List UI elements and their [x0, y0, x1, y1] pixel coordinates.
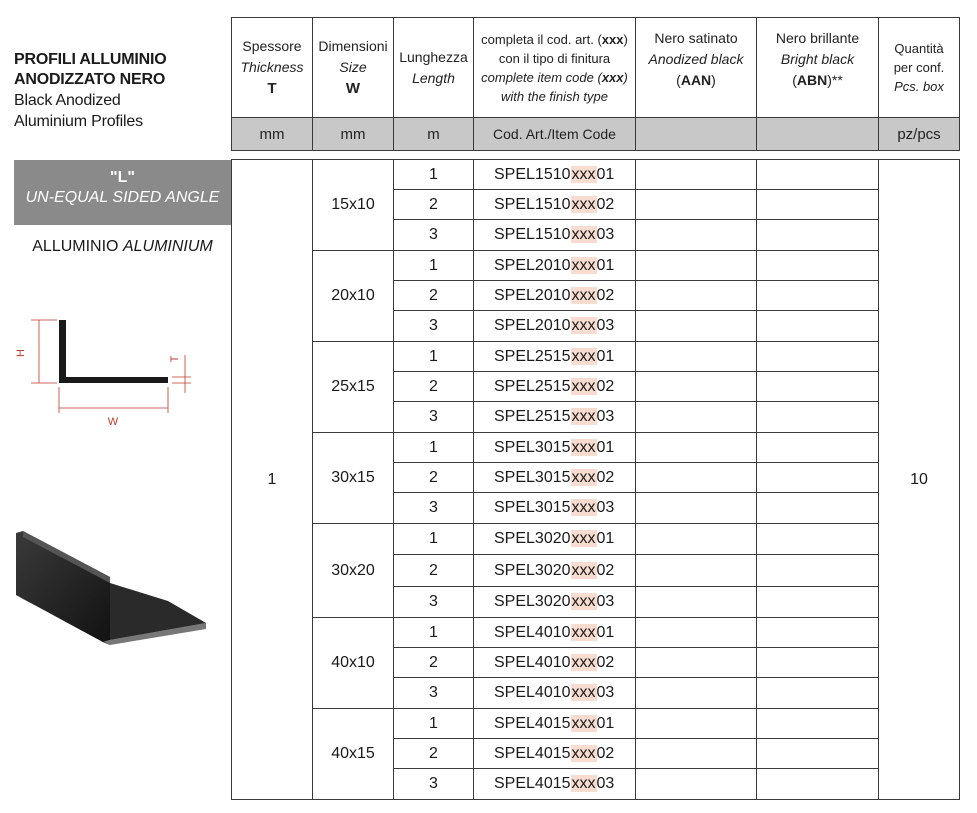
- table-row: [232, 251, 960, 281]
- cell-item-code: SPEL2010xxx02: [474, 281, 636, 311]
- cell-abn: [757, 709, 879, 739]
- cell-size: 40x15: [313, 709, 394, 800]
- finish-placeholder: xxx: [571, 499, 596, 516]
- cell-aan: [636, 524, 757, 555]
- cell-abn: [757, 648, 879, 678]
- material-en: ALUMINIUM: [122, 238, 213, 255]
- table-row: [232, 709, 960, 739]
- unit-aan: [636, 118, 757, 151]
- cell-aan: [636, 555, 757, 587]
- cell-length: 3: [394, 587, 474, 618]
- cell-aan: [636, 648, 757, 678]
- cell-quantity: 10: [879, 160, 960, 800]
- cell-item-code: SPEL1510xxx03: [474, 220, 636, 251]
- cell-aan: [636, 220, 757, 251]
- cell-size: 25x15: [313, 342, 394, 433]
- cell-abn: [757, 555, 879, 587]
- cell-length: 1: [394, 524, 474, 555]
- finish-placeholder: xxx: [571, 561, 596, 579]
- dim-label-w: W: [107, 416, 119, 428]
- cell-abn: [757, 678, 879, 709]
- cell-aan: [636, 587, 757, 618]
- profile-type-box: [14, 160, 231, 225]
- cell-length: 2: [394, 190, 474, 220]
- cell-size: 30x15: [313, 433, 394, 524]
- cell-aan: [636, 311, 757, 342]
- cell-length: 2: [394, 739, 474, 769]
- cell-item-code: SPEL1510xxx01: [474, 160, 636, 190]
- material-it: ALLUMINIO: [32, 238, 119, 255]
- cell-item-code: SPEL3020xxx02: [474, 555, 636, 587]
- cell-length: 3: [394, 402, 474, 433]
- finish-placeholder: xxx: [571, 408, 596, 425]
- header-table: [231, 17, 960, 151]
- title-en-line1: Black Anodized: [14, 92, 121, 109]
- cell-thickness: 1: [232, 160, 313, 800]
- dimension-lines: [31, 320, 191, 413]
- cell-abn: [757, 739, 879, 769]
- unit-item-code: Cod. Art./Item Code: [474, 118, 636, 151]
- l-profile-section-shape: [59, 320, 168, 383]
- cell-aan: [636, 342, 757, 372]
- table-row: [232, 342, 960, 372]
- header-abn: Nero brillante Bright black (ABN)**: [757, 18, 879, 118]
- cell-length: 3: [394, 493, 474, 524]
- finish-placeholder: xxx: [571, 623, 596, 641]
- cell-size: 20x10: [313, 251, 394, 342]
- header-thickness: Spessore Thickness T: [232, 18, 313, 118]
- finish-placeholder: xxx: [571, 714, 596, 732]
- cell-item-code: SPEL4015xxx02: [474, 739, 636, 769]
- finish-placeholder: xxx: [571, 684, 596, 701]
- cell-length: 3: [394, 311, 474, 342]
- unit-length: m: [394, 118, 474, 151]
- cell-length: 3: [394, 769, 474, 800]
- cell-item-code: SPEL3015xxx01: [474, 433, 636, 463]
- cell-aan: [636, 618, 757, 648]
- cell-length: 3: [394, 678, 474, 709]
- finish-placeholder: xxx: [571, 468, 596, 486]
- cell-aan: [636, 372, 757, 402]
- cell-abn: [757, 618, 879, 648]
- cell-aan: [636, 678, 757, 709]
- finish-placeholder: xxx: [571, 256, 596, 274]
- cell-aan: [636, 463, 757, 493]
- header-size: Dimensioni Size W: [313, 18, 394, 118]
- cell-item-code: SPEL4015xxx01: [474, 709, 636, 739]
- cell-aan: [636, 281, 757, 311]
- cell-aan: [636, 709, 757, 739]
- cell-abn: [757, 342, 879, 372]
- cell-item-code: SPEL4010xxx01: [474, 618, 636, 648]
- finish-placeholder: xxx: [571, 377, 596, 395]
- finish-placeholder: xxx: [571, 317, 596, 334]
- finish-placeholder: xxx: [571, 195, 596, 213]
- finish-placeholder: xxx: [571, 438, 596, 456]
- header-quantity: Quantità per conf. Pcs. box: [879, 18, 960, 118]
- cell-item-code: SPEL4010xxx02: [474, 648, 636, 678]
- cell-length: 2: [394, 372, 474, 402]
- cell-item-code: SPEL2515xxx03: [474, 402, 636, 433]
- title-block: [14, 50, 224, 132]
- cell-abn: [757, 769, 879, 800]
- cell-length: 2: [394, 281, 474, 311]
- profile-3d-image: [14, 525, 209, 645]
- cell-aan: [636, 769, 757, 800]
- finish-placeholder: xxx: [571, 530, 596, 547]
- finish-placeholder: xxx: [571, 286, 596, 304]
- profile-type-code: "L": [110, 169, 135, 186]
- cell-aan: [636, 433, 757, 463]
- cell-abn: [757, 463, 879, 493]
- title-it-line1: PROFILI ALLUMINIO: [14, 51, 167, 68]
- cell-length: 2: [394, 463, 474, 493]
- product-table: [231, 159, 960, 800]
- cell-size: 40x10: [313, 618, 394, 709]
- cell-length: 1: [394, 618, 474, 648]
- table-row: [232, 160, 960, 190]
- title-it-line2: ANODIZZATO NERO: [14, 71, 166, 88]
- cell-abn: [757, 402, 879, 433]
- cell-abn: [757, 281, 879, 311]
- dim-label-t: T: [169, 355, 181, 363]
- header-aan: Nero satinato Anodized black (AAN): [636, 18, 757, 118]
- cell-abn: [757, 311, 879, 342]
- cell-item-code: SPEL3015xxx02: [474, 463, 636, 493]
- cell-length: 1: [394, 251, 474, 281]
- cell-item-code: SPEL3015xxx03: [474, 493, 636, 524]
- finish-placeholder: xxx: [571, 744, 596, 762]
- cell-abn: [757, 587, 879, 618]
- header-length: Lunghezza Length: [394, 18, 474, 118]
- cell-length: 1: [394, 709, 474, 739]
- finish-placeholder: xxx: [571, 775, 596, 792]
- finish-placeholder: xxx: [571, 347, 596, 365]
- cell-length: 2: [394, 648, 474, 678]
- finish-placeholder: xxx: [571, 226, 596, 243]
- cell-abn: [757, 372, 879, 402]
- cell-length: 3: [394, 220, 474, 251]
- profile-type-name: UN-EQUAL SIDED ANGLE: [25, 189, 220, 206]
- cell-item-code: SPEL4015xxx03: [474, 769, 636, 800]
- dim-label-h: H: [15, 349, 27, 357]
- cell-length: 1: [394, 342, 474, 372]
- cell-item-code: SPEL2515xxx01: [474, 342, 636, 372]
- cell-abn: [757, 160, 879, 190]
- cell-aan: [636, 739, 757, 769]
- finish-placeholder: xxx: [571, 653, 596, 671]
- cell-abn: [757, 190, 879, 220]
- finish-placeholder: xxx: [571, 165, 596, 183]
- cell-abn: [757, 251, 879, 281]
- cell-aan: [636, 190, 757, 220]
- finish-placeholder: xxx: [571, 593, 596, 610]
- profile-dimension-diagram: [15, 315, 195, 430]
- unit-size: mm: [313, 118, 394, 151]
- cell-size: 15x10: [313, 160, 394, 251]
- cell-aan: [636, 160, 757, 190]
- cell-item-code: SPEL4010xxx03: [474, 678, 636, 709]
- title-en-line2: Aluminium Profiles: [14, 113, 143, 130]
- cell-length: 1: [394, 433, 474, 463]
- cell-length: 1: [394, 160, 474, 190]
- cell-aan: [636, 493, 757, 524]
- cell-item-code: SPEL2010xxx03: [474, 311, 636, 342]
- cell-abn: [757, 493, 879, 524]
- unit-thickness: mm: [232, 118, 313, 151]
- cell-length: 2: [394, 555, 474, 587]
- cell-size: 30x20: [313, 524, 394, 618]
- cell-item-code: SPEL3020xxx03: [474, 587, 636, 618]
- cell-abn: [757, 524, 879, 555]
- table-row: [232, 618, 960, 648]
- unit-quantity: pz/pcs: [879, 118, 960, 151]
- cell-item-code: SPEL2515xxx02: [474, 372, 636, 402]
- header-item-code: completa il cod. art. (xxx) con il tipo di finitura complete item code (xxx) with the finish type: [474, 18, 636, 118]
- cell-abn: [757, 433, 879, 463]
- material-label: [14, 238, 231, 256]
- cell-item-code: SPEL1510xxx02: [474, 190, 636, 220]
- cell-aan: [636, 402, 757, 433]
- cell-abn: [757, 220, 879, 251]
- table-row: [232, 524, 960, 555]
- unit-abn: [757, 118, 879, 151]
- cell-item-code: SPEL3020xxx01: [474, 524, 636, 555]
- cell-item-code: SPEL2010xxx01: [474, 251, 636, 281]
- table-row: [232, 433, 960, 463]
- cell-aan: [636, 251, 757, 281]
